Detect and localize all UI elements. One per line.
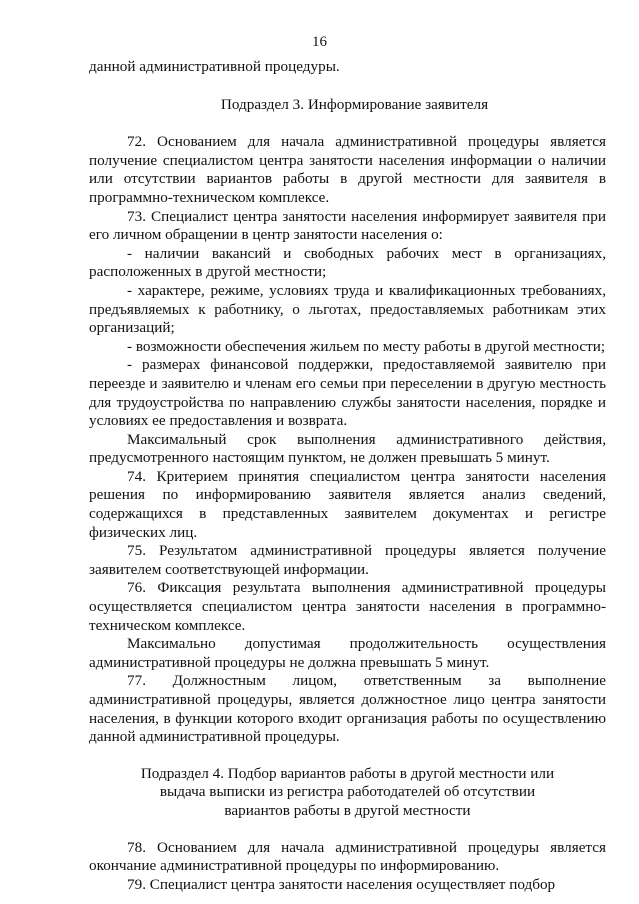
document-body — [89, 58, 606, 894]
paragraph-max-duration-76: Максимально допустимая продолжительность осуществления административной процедуры не должна превышать 5 минут. — [89, 635, 606, 671]
subsection-4-title-line: Подраздел 4. Подбор вариантов работы в другой местности или — [140, 764, 555, 782]
subsection-4-title-line: вариантов работы в другой местности — [224, 801, 471, 819]
paragraph-77: 77. Должностным лицом, ответственным за выполнение административной процедуры, является должностное лицо центра занятости населения, в функции которого входит организация работы по осуществлению данной административной процедуры. — [89, 672, 606, 746]
paragraph-max-duration-73: Максимальный срок выполнения административного действия, предусмотренного настоящим пунктом, не должен превышать 5 минут. — [89, 430, 606, 467]
list-item-financial-support: - размерах финансовой поддержки, предоставляемой заявителю при переезде и заявителю и членам его семьи при переселении в другую местность для трудоустройства по направлению службы занятости населения, порядке и условиях ее предоставления и возврата. — [89, 356, 606, 430]
paragraph-72: 72. Основанием для начала административной процедуры является получение специалистом центра занятости населения информации о наличии или отсутствии вариантов работы в другой местности для заявителя в программно-техническом комплексе. — [89, 133, 606, 206]
paragraph-79: 79. Специалист центра занятости населения осуществляет подбор — [127, 875, 556, 893]
subsection-4-title — [89, 765, 606, 821]
paragraph-75: 75. Результатом административной процедуры является получение заявителем соответствующей информации. — [89, 542, 606, 578]
paragraph-76: 76. Фиксация результата выполнения административной процедуры осуществляется специалистом центра занятости населения в программно-техническом комплексе. — [89, 579, 606, 634]
paragraph-74: 74. Критерием принятия специалистом центра занятости населения решения по информированию заявителя является анализ сведений, содержащихся в представленных заявителем документах и регистре физических лиц. — [89, 467, 606, 541]
paragraph-78: 78. Основанием для начала административной процедуры является окончание административной процедуры по информированию. — [89, 838, 606, 875]
list-item-housing: - возможности обеспечения жильем по месту работы в другой местности; — [127, 337, 606, 355]
intro-line: данной административной процедуры. — [89, 58, 340, 75]
paragraph-73: 73. Специалист центра занятости населения информирует заявителя при его личном обращении в центр занятости населения о: — [89, 207, 606, 244]
subsection-4-title-line: выдача выписки из регистра работодателей об отсутствии — [159, 783, 536, 801]
subsection-3-title: Подраздел 3. Информирование заявителя — [220, 95, 489, 113]
list-item-vacancies: - наличии вакансий и свободных рабочих мест в организациях, расположенных в другой местности; — [89, 244, 606, 281]
page-number: 16 — [312, 34, 327, 50]
list-item-conditions: - характере, режиме, условиях труда и квалификационных требованиях, предъявляемых к работнику, о льготах, предоставляемых работникам этих организаций; — [89, 281, 606, 337]
